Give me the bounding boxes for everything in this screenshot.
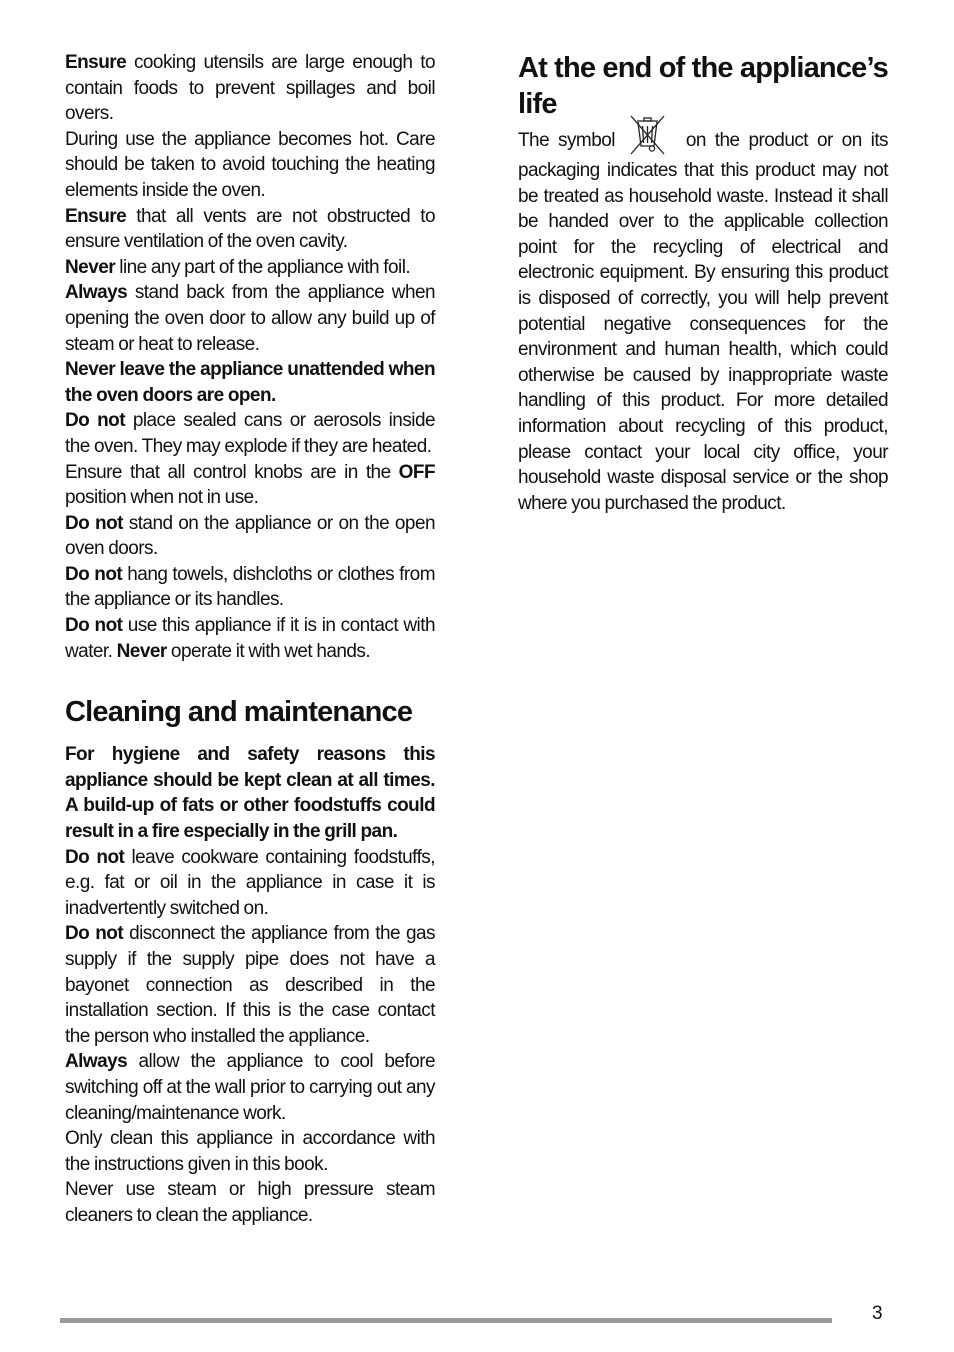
disposal-heading-line2: life xyxy=(518,88,557,120)
cleaning-paragraph-hygiene: For hygiene and safety reasons this appliance should be kept clean at all times. A build-up of fats or other foodstuffs could result in a fire especially in the grill pan. xyxy=(65,744,435,843)
safety-paragraph-towels: Do not hang towels, dishcloths or clothes from the appliance or its handles. xyxy=(65,563,435,611)
safety-paragraph-hot: During use the appliance becomes hot. Care should be taken to avoid touching the heating elements inside the oven. xyxy=(65,128,435,201)
disposal-paragraph: The symbol on the product or on its packaging indicates that this product may not be treated as household waste. Instead it shall be handed over to the applicable collection point for the recycling of electrical and electronic equipment. By ensuring this product is disposed of correctly, you will help prevent potential negative consequences for the environment and human health, which could otherwise be caused by inappropriate waste handling of this product. For more detailed information about recycling of this product, please contact your local city office, your household waste disposal service or the shop where you purchased the product. xyxy=(518,112,888,516)
safety-paragraph-stand: Do not stand on the appliance or on the open oven doors. xyxy=(65,512,435,560)
safety-paragraph-water: Do not use this appliance if it is in contact with water. Never operate it with wet hands. xyxy=(65,615,435,662)
cleaning-paragraph-gas: Do not disconnect the appliance from the gas supply if the supply pipe does not have a bayonet connection as described in the installation section. If this is the case contact the person who installed the appliance. xyxy=(65,923,435,1047)
left-column xyxy=(65,50,435,1229)
crossed-out-wheelie-bin-icon xyxy=(625,112,671,158)
cleaning-paragraph-steam: Never use steam or high pressure steam cleaners to clean the appliance. xyxy=(65,1179,435,1226)
cleaning-paragraph-cool: Always allow the appliance to cool before switching off at the wall prior to carrying out any cleaning/maintenance work. xyxy=(65,1051,435,1124)
safety-paragraph-vents: Ensure that all vents are not obstructed to ensure ventilation of the oven cavity. xyxy=(65,205,435,253)
footer-rule xyxy=(60,1318,832,1323)
page-number: 3 xyxy=(872,1303,883,1324)
cleaning-heading: Cleaning and maintenance xyxy=(65,696,413,729)
disposal-heading-line1: At the end of the appliance’s xyxy=(518,52,888,84)
safety-paragraph-foil: Never line any part of the appliance with foil. xyxy=(65,256,411,278)
safety-paragraph-utensils: Ensure cooking utensils are large enough to contain foods to prevent spillages and boil overs. xyxy=(65,52,435,125)
safety-paragraph-steam: Always stand back from the appliance when opening the oven door to allow any build up of steam or heat to release. xyxy=(65,282,435,355)
right-column xyxy=(518,50,888,516)
cleaning-paragraph-instructions: Only clean this appliance in accordance with the instructions given in this book. xyxy=(65,1128,435,1175)
cleaning-paragraph-cookware: Do not leave cookware containing foodstuffs, e.g. fat or oil in the appliance in case it is inadvertently switched on. xyxy=(65,846,435,919)
safety-paragraph-knobs: Ensure that all control knobs are in the OFF position when not in use. xyxy=(65,461,435,509)
safety-paragraph-unattended: Never leave the appliance unattended when the oven doors are open. xyxy=(65,359,435,406)
safety-paragraph-aerosols: Do not place sealed cans or aerosols inside the oven. They may explode if they are heated. xyxy=(65,410,435,457)
